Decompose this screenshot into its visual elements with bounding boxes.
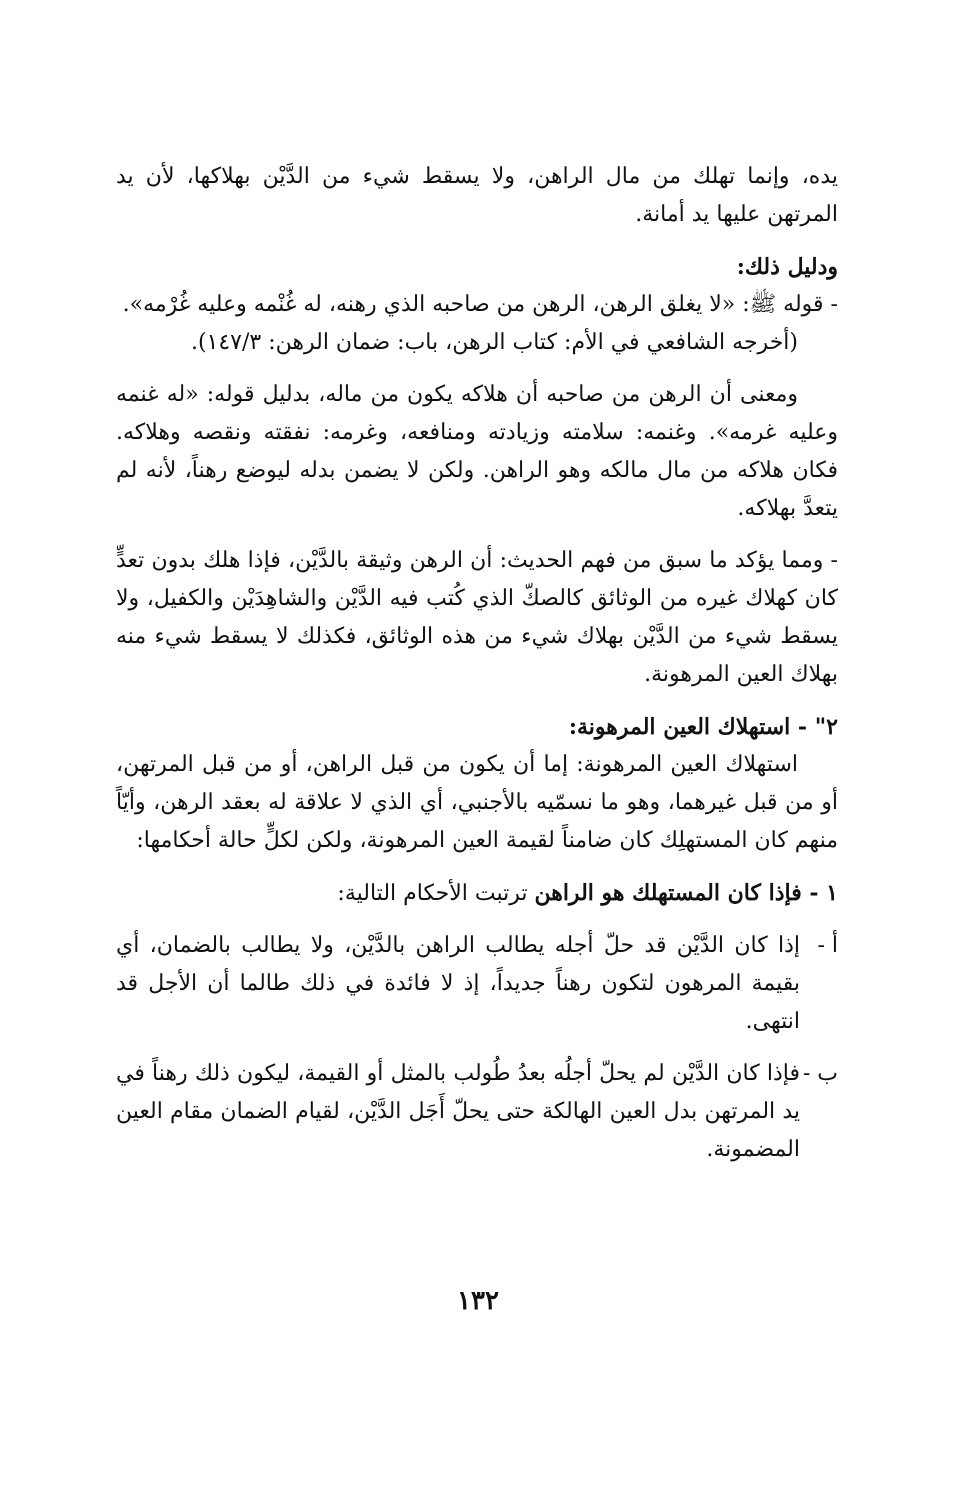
list-item-b-text: فإذا كان الدَّيْن لم يحلّ أجلُه بعدُ طُولب بالمثل أو القيمة، ليكون ذلك رهناً في يد المرتهن بدل العين الهالكة حتى يحلّ أَجَل الدَّيْن، لقيام الضمان مقام العين المضمونة. [116, 1061, 800, 1162]
hadith-quote: - قوله ﷺ: «لا يغلق الرهن، الرهن من صاحبه الذي رهنه، له غُنْمه وعليه غُرْمه». [122, 292, 838, 317]
page-number: ١٣٢ [457, 1286, 499, 1316]
list-item-a [116, 927, 838, 1041]
section-heading: ٢" - استهلاك العين المرهونة: [568, 714, 838, 740]
case-1-heading-bold: ١ - فإذا كان المستهلك هو الراهن [534, 880, 838, 906]
evidence-heading: ودليل ذلك: [736, 254, 838, 280]
page-body [116, 158, 838, 1169]
paragraph-1: يده، وإنما تهلك من مال الراهن، ولا يسقط شيء من الدَّيْن بهلاكها، لأن يد المرتهن عليها يد أمانة. [116, 164, 838, 227]
hadith-citation: (أخرجه الشافعي في الأم: كتاب الرهن، باب: ضمان الرهن: ١٤٧/٣). [190, 330, 798, 355]
list-marker-b: ب - [802, 1061, 838, 1086]
list-item-a-text: إذا كان الدَّيْن قد حلّ أجله يطالب الراهن بالدَّيْن، ولا يطالب بالضمان، أي بقيمة المرهون لتكون رهناً جديداً، إذ لا فائدة في ذلك طالما أن الأجل قد انتهى. [116, 933, 800, 1034]
paragraph-2: ومعنى أن الرهن من صاحبه أن هلاكه يكون من ماله، بدليل قوله: «له غنمه وعليه غرمه». وغنمه: سلامته وزيادته ومنافعه، وغرمه: نفقته ونقصه وهلاكه. فكان هلاكه من مال مالكه وهو الراهن. ولكن لا يضمن بدله ليوضع رهناً، لأنه لم يتعدَّ بهلاكه. [116, 382, 838, 521]
paragraph-3: - ومما يؤكد ما سبق من فهم الحديث: أن الرهن وثيقة بالدَّيْن، فإذا هلك بدون تعدٍّ كان كهلاك غيره من الوثائق كالصكّ الذي كُتب فيه الدَّيْن والشاهِدَيْن والكفيل، ولا يسقط شيء من الدَّيْن بهلاك شيء من هذه الوثائق، فكذلك لا يسقط شيء منه بهلاك العين المرهونة. [116, 548, 838, 687]
list-item-b [116, 1055, 838, 1169]
case-1-heading-rest: ترتبت الأحكام التالية: [337, 881, 535, 906]
list-marker-a: أ - [817, 933, 838, 958]
paragraph-4: استهلاك العين المرهونة: إما أن يكون من قبل الراهن، أو من قبل المرتهن، أو من قبل غيرهما، وهو ما نسمّيه بالأجنبي، أي الذي لا علاقة له بعقد الرهن، وأيّاً منهم كان المستهلِك كان ضامناً لقيمة العين المرهونة، ولكن لكلٍّ حالة أحكامها: [116, 752, 838, 853]
case-1-heading [116, 874, 838, 913]
